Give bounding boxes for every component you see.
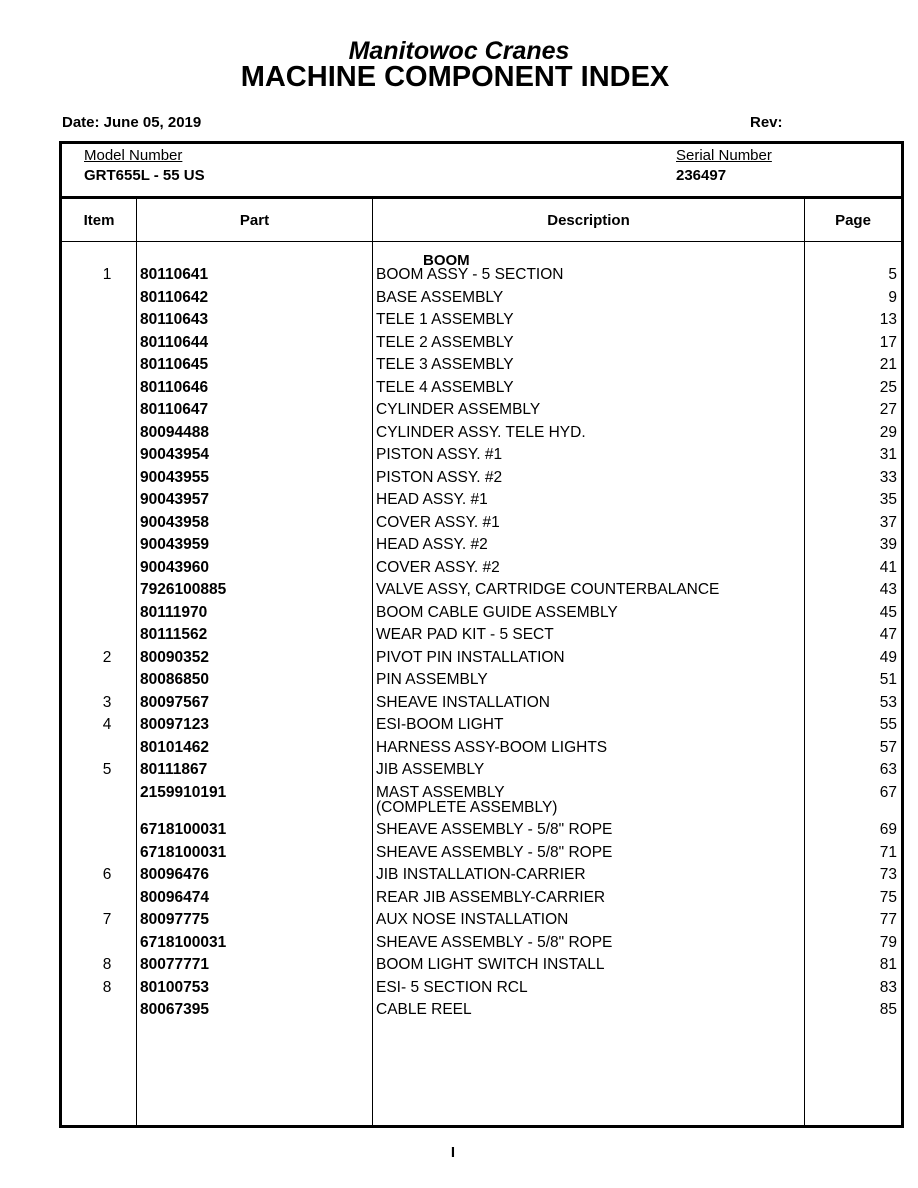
- row-description: PISTON ASSY. #2: [376, 468, 503, 486]
- row-part-number: 90043958: [140, 513, 209, 531]
- row-description: CYLINDER ASSEMBLY: [376, 401, 541, 418]
- row-page: 51: [879, 671, 897, 688]
- column-header-part: Part: [239, 212, 270, 229]
- row-description: AUX NOSE INSTALLATION: [376, 911, 569, 928]
- table-row: [62, 491, 901, 514]
- table-row: [62, 536, 901, 559]
- table-row: [62, 1001, 901, 1024]
- table-row: [62, 934, 901, 957]
- row-page: 5: [888, 266, 897, 283]
- row-part-number: 6718100031: [140, 821, 227, 838]
- row-part-number: 80110641: [140, 266, 209, 283]
- row-page: 67: [879, 783, 897, 801]
- row-description: REAR JIB ASSEMBLY-CARRIER: [376, 888, 606, 906]
- row-description: BOOM ASSY - 5 SECTION: [376, 266, 564, 283]
- row-part-number: 80097123: [140, 716, 209, 733]
- table-row: [62, 626, 901, 649]
- row-part-number: 80097775: [140, 911, 209, 928]
- row-part-number: 80094488: [140, 423, 209, 441]
- row-part-number: 80090352: [140, 648, 209, 666]
- row-page: 83: [879, 978, 897, 996]
- row-page: 45: [879, 603, 897, 621]
- table-row: [62, 334, 901, 357]
- row-part-number: 90043957: [140, 491, 209, 508]
- row-page: 37: [879, 513, 897, 531]
- row-description: PIN ASSEMBLY: [376, 671, 488, 688]
- row-item: 7: [102, 911, 112, 928]
- company-name: Manitowoc Cranes: [348, 37, 570, 65]
- row-part-number: 2159910191: [140, 783, 227, 801]
- row-page: 35: [879, 491, 897, 508]
- row-part-number: 6718100031: [140, 843, 227, 861]
- table-row: [62, 289, 901, 312]
- table-body: [62, 266, 901, 1024]
- row-page: 75: [879, 888, 897, 906]
- row-description: SHEAVE ASSEMBLY - 5/8" ROPE: [376, 821, 613, 838]
- row-part-number: 80110642: [140, 288, 209, 306]
- serial-number-value: 236497: [676, 167, 727, 184]
- table-row: [62, 379, 901, 402]
- row-page: 85: [879, 1001, 897, 1018]
- table-row: [62, 784, 901, 822]
- row-part-number: 80111970: [140, 603, 208, 621]
- row-description: ESI- 5 SECTION RCL: [376, 978, 528, 996]
- row-item: 1: [102, 266, 112, 283]
- row-page: 33: [879, 468, 897, 486]
- row-description: HEAD ASSY. #2: [376, 536, 488, 553]
- table-row: [62, 356, 901, 379]
- table-row: [62, 514, 901, 537]
- row-page: 31: [879, 446, 897, 463]
- table-row: [62, 311, 901, 334]
- row-description: SHEAVE ASSEMBLY - 5/8" ROPE: [376, 933, 613, 951]
- table-row: [62, 671, 901, 694]
- table-row: [62, 716, 901, 739]
- row-description: PISTON ASSY. #1: [376, 446, 503, 463]
- table-header-row: [62, 199, 901, 242]
- row-part-number: 80067395: [140, 1001, 209, 1018]
- table-row: [62, 739, 901, 762]
- row-description: HARNESS ASSY-BOOM LIGHTS: [376, 738, 608, 756]
- row-item: 5: [102, 761, 112, 778]
- row-part-number: 80086850: [140, 671, 209, 688]
- row-description: TELE 2 ASSEMBLY: [376, 333, 514, 351]
- row-part-number: 80077771: [140, 956, 209, 973]
- table-row: [62, 446, 901, 469]
- table-row: [62, 694, 901, 717]
- document-title: MACHINE COMPONENT INDEX: [240, 61, 670, 93]
- row-part-number: 90043954: [140, 446, 209, 463]
- table-row: [62, 761, 901, 784]
- row-page: 79: [879, 933, 897, 951]
- table-row: [62, 889, 901, 912]
- row-part-number: 80110646: [140, 378, 209, 396]
- row-page: 29: [879, 423, 897, 441]
- row-description: BOOM LIGHT SWITCH INSTALL: [376, 956, 605, 973]
- row-page: 55: [879, 716, 897, 733]
- table-row: [62, 866, 901, 889]
- row-description: HEAD ASSY. #1: [376, 491, 488, 508]
- row-description: PIVOT PIN INSTALLATION: [376, 648, 565, 666]
- row-page: 69: [879, 821, 897, 838]
- page-number: I: [450, 1144, 456, 1161]
- model-number-value: GRT655L - 55 US: [84, 167, 205, 184]
- table-row: [62, 649, 901, 672]
- column-header-item: Item: [83, 212, 115, 229]
- table-row: [62, 581, 901, 604]
- row-description: JIB INSTALLATION-CARRIER: [376, 866, 586, 883]
- row-part-number: 80096476: [140, 866, 209, 883]
- row-page: 25: [879, 378, 897, 396]
- row-page: 47: [879, 626, 897, 643]
- row-description: COVER ASSY. #2: [376, 558, 500, 576]
- row-description: BASE ASSEMBLY: [376, 288, 504, 306]
- row-page: 39: [879, 536, 897, 553]
- row-page: 9: [888, 288, 897, 306]
- row-part-number: 90043960: [140, 558, 209, 576]
- row-part-number: 6718100031: [140, 933, 227, 951]
- row-item: 8: [102, 956, 112, 973]
- row-description: CABLE REEL: [376, 1001, 472, 1018]
- row-description: MAST ASSEMBLY: [376, 783, 505, 801]
- row-page: 71: [879, 843, 897, 861]
- table-row: [62, 401, 901, 424]
- row-item: 2: [102, 648, 112, 666]
- row-part-number: 80096474: [140, 888, 209, 906]
- table-row: [62, 559, 901, 582]
- row-part-number: 80110647: [140, 401, 209, 418]
- row-description: CYLINDER ASSY. TELE HYD.: [376, 423, 586, 441]
- row-description-line2: (COMPLETE ASSEMBLY): [376, 798, 558, 816]
- table-row: [62, 266, 901, 289]
- row-part-number: 90043959: [140, 536, 209, 553]
- row-item: 8: [102, 978, 112, 996]
- row-part-number: 7926100885: [140, 581, 227, 598]
- row-page: 73: [879, 866, 897, 883]
- table-row: [62, 424, 901, 447]
- row-description: BOOM CABLE GUIDE ASSEMBLY: [376, 603, 618, 621]
- row-part-number: 80100753: [140, 978, 209, 996]
- row-part-number: 80110644: [140, 333, 209, 351]
- table-row: [62, 821, 901, 844]
- row-description: VALVE ASSY, CARTRIDGE COUNTERBALANCE: [376, 581, 720, 598]
- table-row: [62, 604, 901, 627]
- row-description: TELE 1 ASSEMBLY: [376, 311, 514, 328]
- row-description: WEAR PAD KIT - 5 SECT: [376, 626, 554, 643]
- row-description: SHEAVE INSTALLATION: [376, 693, 550, 711]
- date-label: Date: June 05, 2019: [62, 114, 202, 131]
- row-description: COVER ASSY. #1: [376, 513, 500, 531]
- row-description: TELE 4 ASSEMBLY: [376, 378, 514, 396]
- row-page: 17: [879, 333, 897, 351]
- row-page: 53: [879, 693, 897, 711]
- row-part-number: 80111867: [140, 761, 208, 778]
- row-item: 4: [102, 716, 112, 733]
- row-page: 77: [879, 911, 897, 928]
- table-row: [62, 956, 901, 979]
- revision-label: Rev:: [750, 114, 783, 131]
- column-header-description: Description: [547, 212, 630, 229]
- row-item: 6: [102, 866, 112, 883]
- serial-number-label: Serial Number: [676, 147, 772, 164]
- component-index-table: [59, 141, 904, 1128]
- row-page: 21: [879, 356, 897, 373]
- row-part-number: 80111562: [140, 626, 208, 643]
- table-row: [62, 844, 901, 867]
- table-row: [62, 911, 901, 934]
- column-header-page: Page: [835, 212, 871, 229]
- row-page: 27: [879, 401, 897, 418]
- row-description: TELE 3 ASSEMBLY: [376, 356, 514, 373]
- model-number-label: Model Number: [84, 147, 183, 164]
- row-page: 43: [879, 581, 897, 598]
- section-title: BOOM: [423, 252, 470, 269]
- row-description: JIB ASSEMBLY: [376, 761, 485, 778]
- row-page: 57: [879, 738, 897, 756]
- row-part-number: 80101462: [140, 738, 209, 756]
- row-part-number: 90043955: [140, 468, 209, 486]
- table-row: [62, 979, 901, 1002]
- row-page: 63: [879, 761, 897, 778]
- machine-info-row: [62, 144, 901, 199]
- row-part-number: 80110645: [140, 356, 209, 373]
- row-page: 41: [879, 558, 897, 576]
- row-description: SHEAVE ASSEMBLY - 5/8" ROPE: [376, 843, 613, 861]
- row-part-number: 80110643: [140, 311, 209, 328]
- row-page: 13: [879, 311, 897, 328]
- table-row: [62, 469, 901, 492]
- row-page: 49: [879, 648, 897, 666]
- row-part-number: 80097567: [140, 693, 209, 711]
- row-page: 81: [879, 956, 897, 973]
- row-description: ESI-BOOM LIGHT: [376, 716, 504, 733]
- row-item: 3: [102, 693, 112, 711]
